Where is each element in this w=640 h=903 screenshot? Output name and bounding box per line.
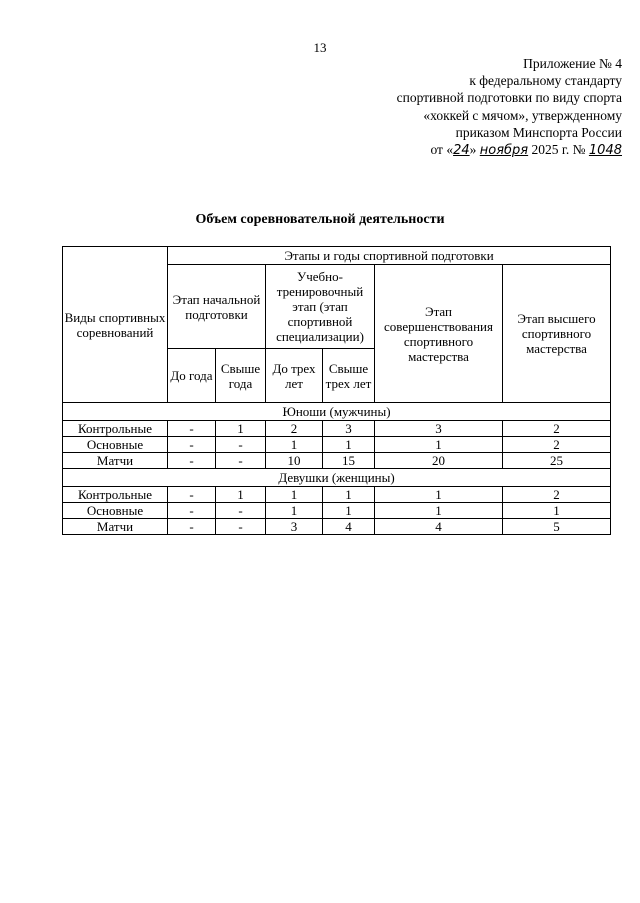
appendix-line-5: приказом Минспорта России — [455, 124, 622, 140]
header-stage-initial: Этап начальной подготовки — [168, 265, 266, 349]
table-cell: 15 — [323, 453, 375, 469]
row-label: Основные — [63, 503, 168, 519]
order-number: 1048 — [588, 143, 622, 159]
header-up-to-three: До трех лет — [266, 349, 323, 403]
appendix-line-2: к федеральному стандарту — [469, 73, 622, 89]
table-cell: - — [168, 437, 216, 453]
table-cell: - — [216, 503, 266, 519]
table-cell: 25 — [503, 453, 611, 469]
row-label: Матчи — [63, 453, 168, 469]
appendix-header — [322, 55, 622, 159]
document-title: Объем соревновательной деятельности — [195, 212, 445, 227]
section-row — [63, 403, 611, 421]
table-cell: - — [168, 487, 216, 503]
table-cell: 1 — [323, 503, 375, 519]
date-year: 2025 г. № — [531, 142, 586, 158]
table-row — [63, 519, 611, 535]
table-cell: 1 — [323, 437, 375, 453]
competition-table — [62, 246, 611, 535]
table-cell: - — [168, 453, 216, 469]
table-row — [63, 421, 611, 437]
header-over-year: Свыше года — [216, 349, 266, 403]
table-cell: - — [216, 519, 266, 535]
page-number: 13 — [313, 40, 327, 55]
table-cell: 5 — [503, 519, 611, 535]
header-types: Виды спортивных соревнований — [63, 247, 168, 403]
appendix-line-3: спортивной подготовки по виду спорта — [396, 90, 622, 106]
table-cell: 4 — [375, 519, 503, 535]
table-cell: 3 — [266, 519, 323, 535]
table-cell: 1 — [266, 487, 323, 503]
table-cell: 1 — [503, 503, 611, 519]
table-cell: 4 — [323, 519, 375, 535]
table-row — [63, 503, 611, 519]
order-date-line — [322, 141, 622, 159]
table-cell: 2 — [503, 421, 611, 437]
table-cell: - — [216, 437, 266, 453]
date-month: ноября — [479, 143, 529, 159]
appendix-line-1: Приложение № 4 — [523, 56, 622, 71]
table-cell: 1 — [375, 487, 503, 503]
row-label: Контрольные — [63, 487, 168, 503]
date-mid: » — [469, 142, 477, 158]
header-over-three: Свыше трех лет — [323, 349, 375, 403]
section-title-girls: Девушки (женщины) — [63, 469, 611, 487]
table-cell: 1 — [375, 503, 503, 519]
date-day: 24 — [453, 143, 470, 159]
table-cell: 1 — [216, 421, 266, 437]
table-cell: 20 — [375, 453, 503, 469]
table-cell: 1 — [216, 487, 266, 503]
table-cell: 1 — [266, 437, 323, 453]
section-row — [63, 469, 611, 487]
table-cell: - — [216, 453, 266, 469]
header-stage-highest: Этап высшего спортивного мастерства — [503, 265, 611, 403]
header-up-to-year: До года — [168, 349, 216, 403]
table-cell: 1 — [266, 503, 323, 519]
table-cell: 2 — [503, 437, 611, 453]
table-cell: 2 — [503, 487, 611, 503]
row-label: Контрольные — [63, 421, 168, 437]
table-row — [63, 437, 611, 453]
table-cell: 10 — [266, 453, 323, 469]
table-cell: 1 — [323, 487, 375, 503]
header-stage-training: Учебно-тренировочный этап (этап спортивной специализации) — [266, 265, 375, 349]
table-cell: - — [168, 503, 216, 519]
table-row — [63, 453, 611, 469]
table-cell: 1 — [375, 437, 503, 453]
table-cell: - — [168, 421, 216, 437]
header-stage-improvement: Этап совершенствования спортивного мастерства — [375, 265, 503, 403]
table-row — [63, 487, 611, 503]
row-label: Основные — [63, 437, 168, 453]
row-label: Матчи — [63, 519, 168, 535]
section-title-boys: Юноши (мужчины) — [63, 403, 611, 421]
table-cell: 3 — [323, 421, 375, 437]
header-stages: Этапы и годы спортивной подготовки — [168, 247, 611, 265]
table-cell: - — [168, 519, 216, 535]
date-prefix: от « — [430, 142, 454, 158]
table-cell: 3 — [375, 421, 503, 437]
appendix-line-4: «хоккей с мячом», утвержденному — [423, 107, 622, 123]
table-cell: 2 — [266, 421, 323, 437]
